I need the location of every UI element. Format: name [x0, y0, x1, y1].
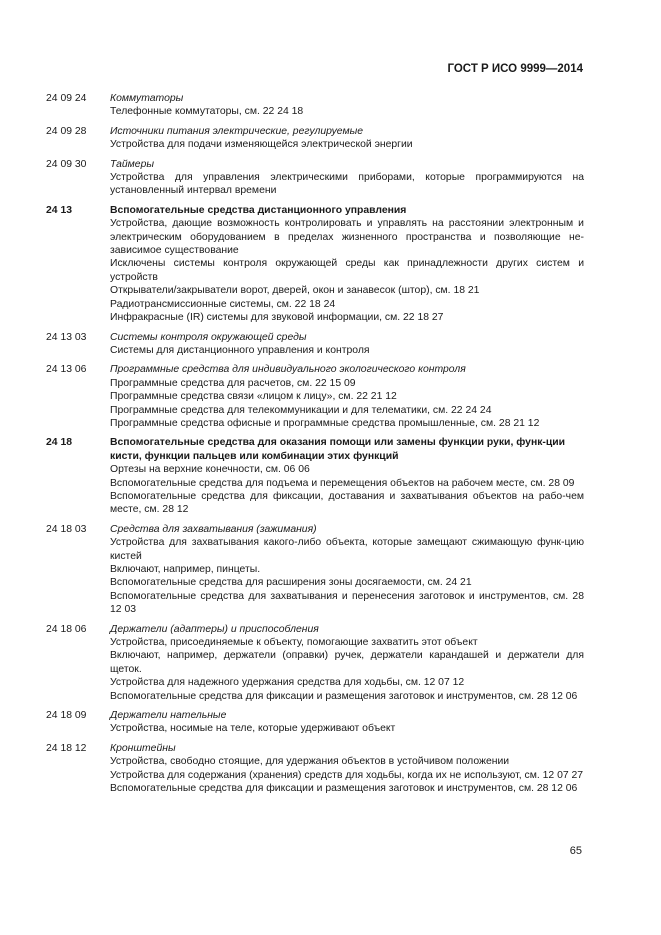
- entry-description-line: Устройства для управления электрическими приборами, которые программируются на установленный интервал времени: [110, 172, 584, 197]
- entry-description-line: Системы для дистанционного управления и контроля: [110, 344, 370, 356]
- entry-description-line: Вспомогательные средства для подъема и перемещения объектов на рабочем месте, см. 28 09: [110, 477, 575, 489]
- entry-code: 24 13 03: [46, 331, 87, 343]
- entry-title: Держатели (адаптеры) и приспособления: [110, 623, 319, 635]
- classification-entry: [46, 125, 584, 152]
- entry-title: Кронштейны: [110, 742, 176, 754]
- entry-description-line: Радиотрансмиссионные системы, см. 22 18 24: [110, 298, 336, 310]
- entry-title: Источники питания электрические, регулируемые: [110, 125, 364, 137]
- entry-body: [110, 158, 584, 198]
- entry-title: Вспомогательные средства дистанционного управления: [110, 204, 407, 216]
- entry-description-line: Устройства для подачи изменяющейся электрической энергии: [110, 139, 413, 151]
- entry-title: Вспомогательные средства для оказания помощи или замены функции руки, функ-ции кисти, функции пальцев или комбинации этих функций: [110, 437, 566, 462]
- classification-entry: [46, 742, 584, 796]
- classification-entry: [46, 436, 584, 516]
- entry-title: Средства для захватывания (зажимания): [110, 523, 317, 535]
- entry-description-line: Устройства для захватывания какого-либо объекта, которые замещают сжимающую функ-цию кистей: [110, 537, 584, 562]
- entry-title: Коммутаторы: [110, 93, 184, 104]
- entry-code: 24 09 24: [46, 93, 87, 104]
- entry-title: Системы контроля окружающей среды: [110, 331, 307, 343]
- entry-description-line: Программные средства для телекоммуникации и для телематики, см. 22 24 24: [110, 404, 492, 416]
- entry-body: [110, 363, 584, 430]
- entry-code: 24 13: [46, 204, 73, 216]
- entry-body: [110, 125, 584, 152]
- entry-title: Программные средства для индивидуального экологического контроля: [110, 364, 466, 376]
- entry-description-line: Программные средства офисные и программные средства промышленные, см. 28 21 12: [110, 417, 540, 429]
- entry-body: [110, 331, 584, 358]
- entry-description-line: Вспомогательные средства для фиксации и размещения заготовок и инструментов, см. 28 12 06: [110, 783, 578, 795]
- entry-description-line: Вспомогательные средства для фиксации, доставания и захватывания объектов на рабо-чем месте, см. 28 12: [110, 490, 584, 516]
- page-number: 65: [569, 845, 582, 857]
- classification-entry: [46, 158, 584, 198]
- entry-code: 24 09 30: [46, 158, 87, 170]
- entry-code: 24 09 28: [46, 125, 87, 137]
- entry-description-line: Устройства для надежного удержания средства для ходьбы, см. 12 07 12: [110, 677, 465, 689]
- entry-description-line: Вспомогательные средства для расширения зоны досягаемости, см. 24 21: [110, 577, 472, 589]
- classification-entry: [46, 363, 584, 430]
- entry-description-line: Вспомогательные средства для захватывания и перенесения заготовок и инструментов, см. 28 12 03: [110, 590, 584, 616]
- entry-description-line: Исключены системы контроля окружающей среды как принадлежности других систем и устройств: [110, 258, 584, 283]
- document-header: ГОСТ Р ИСО 9999—2014: [447, 63, 583, 75]
- entry-description-line: Устройства, дающие возможность контролировать и управлять на расстоянии электронным и электрическим оборудованием в пределах жизненного пространства и позволяющие не-зависимое существование: [110, 218, 584, 257]
- entry-body: [110, 623, 584, 703]
- entry-code: 24 18 12: [46, 742, 87, 754]
- entry-code: 24 18: [46, 437, 73, 449]
- entry-description-line: Телефонные коммутаторы, см. 22 24 18: [110, 106, 304, 118]
- entry-body: [110, 709, 584, 736]
- entry-description-line: Ортезы на верхние конечности, см. 06 06: [110, 464, 310, 476]
- entry-description-line: Открыватели/закрыватели ворот, дверей, окон и занавесок (штор), см. 18 21: [110, 285, 480, 297]
- entry-body: [110, 523, 584, 617]
- classification-list: [46, 92, 584, 802]
- classification-entry: [46, 623, 584, 703]
- entry-description-line: Включают, например, держатели (оправки) ручек, держатели карандашей и держатели для щеток.: [110, 650, 584, 675]
- entry-body: [110, 204, 584, 325]
- entry-description-line: Устройства для содержания (хранения) средств для ходьбы, когда их не используют, см. 12 07 27: [110, 769, 584, 781]
- entry-code: 24 13 06: [46, 364, 87, 376]
- entry-body: [110, 92, 584, 119]
- entry-description-line: Включают, например, пинцеты.: [110, 564, 261, 575]
- classification-entry: [46, 92, 584, 119]
- entry-description-line: Инфракрасные (IR) системы для звуковой информации, см. 22 18 27: [110, 312, 444, 324]
- entry-body: [110, 742, 584, 796]
- classification-entry: [46, 204, 584, 325]
- classification-entry: [46, 331, 584, 358]
- entry-code: 24 18 06: [46, 623, 87, 635]
- entry-description-line: Устройства, свободно стоящие, для удержания объектов в устойчивом положении: [110, 756, 510, 768]
- entry-code: 24 18 03: [46, 523, 87, 535]
- classification-entry: [46, 523, 584, 617]
- classification-entry: [46, 709, 584, 736]
- entry-code: 24 18 09: [46, 710, 87, 722]
- entry-title: Держатели нательные: [110, 710, 227, 722]
- entry-body: [110, 436, 584, 516]
- entry-description-line: Вспомогательные средства для фиксации и размещения заготовок и инструментов, см. 28 12 06: [110, 690, 578, 702]
- entry-title: Таймеры: [110, 158, 155, 170]
- entry-description-line: Устройства, носимые на теле, которые удерживают объект: [110, 723, 396, 735]
- entry-description-line: Устройства, присоединяемые к объекту, помогающие захватить этот объект: [110, 637, 478, 649]
- entry-description-line: Программные средства связи «лицом к лицу», см. 22 21 12: [110, 391, 397, 403]
- entry-description-line: Программные средства для расчетов, см. 22 15 09: [110, 377, 356, 389]
